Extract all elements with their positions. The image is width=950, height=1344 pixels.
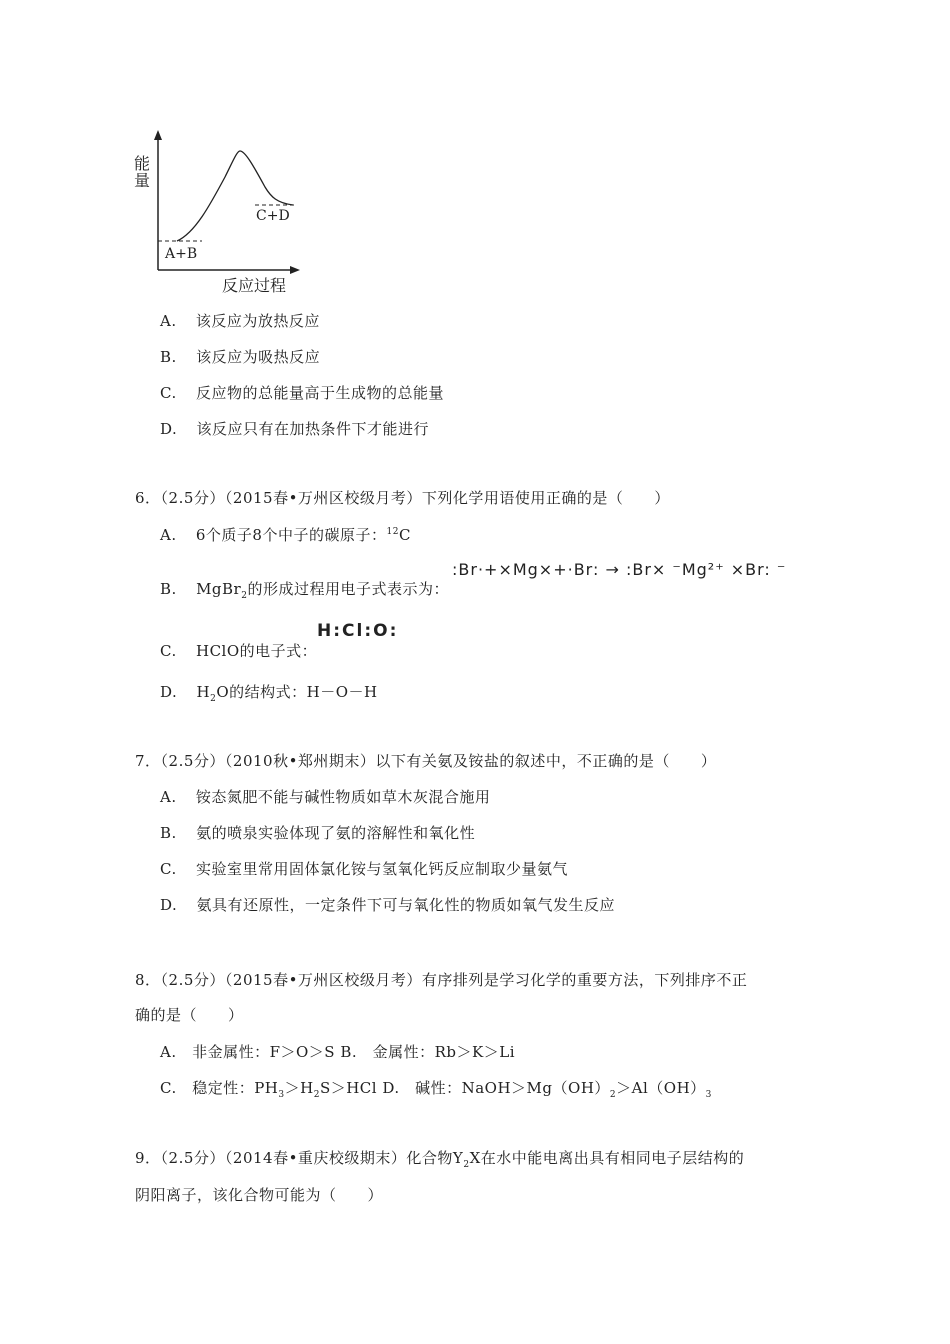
option-letter: C. [160,642,177,660]
option-text: 该反应只有在加热条件下才能进行 [196,420,430,438]
option-text: 反应物的总能量高于生成物的总能量 [196,384,445,402]
q7-option-d [160,894,615,915]
subscript: 3 [278,1090,285,1100]
hclo-electron-formula: H:Cl:O: [317,621,399,641]
q8-options-row1: A. 非金属性：F＞O＞S B. 金属性：Rb＞K＞Li [160,1043,516,1061]
stem-part: X在水中能电离出具有相同电子层结构的 [469,1149,745,1167]
option-letter: A. [160,526,177,544]
option-text-tail: O的结构式：H－O－H [216,683,378,701]
formula-text: MgBr [196,580,242,598]
option-letter: A. [160,312,177,330]
subscript: 2 [313,1090,320,1100]
q8-stem-line1: 8．（2.5分）（2015春•万州区校级月考）有序排列是学习化学的重要方法，下列排序不正 [135,971,748,989]
q6-stem: 6．（2.5分）（2015春•万州区校级月考）下列化学用语使用正确的是（ ） [135,489,670,507]
option-text: 氨具有还原性，一定条件下可与氧化性的物质如氧气发生反应 [196,896,616,914]
q5-option-b [160,346,320,367]
subscript: 3 [705,1090,712,1100]
option-text: 铵态氮肥不能与碱性物质如草木灰混合施用 [195,788,491,806]
element-symbol: C [398,526,411,544]
q7-option-b [160,822,475,843]
option-letter: B. [160,348,177,366]
option-letter: B. [160,824,177,842]
option-letter: D. [160,896,178,914]
q7-option-c [160,858,568,879]
q9-stem-line1 [135,1147,744,1170]
subscript: 2 [210,694,217,704]
option-letter: D. [160,683,178,701]
row2-part: ＞H [284,1079,314,1097]
option-letter: D. [160,420,178,438]
option-letter: B. [160,580,177,598]
formula-text: H [196,683,211,701]
y-axis-label: 能量 [134,154,151,190]
row2-part: S＞HCl D. 碱性：NaOH＞Mg（OH） [319,1079,610,1097]
x-axis-label: 反应过程 [222,276,287,295]
option-text: 实验室里常用固体氯化铵与氢氧化钙反应制取少量氨气 [196,860,569,878]
option-text: 6个质子8个中子的碳原子： [195,526,387,544]
option-letter: A. [160,788,177,806]
q8-options-row2 [160,1077,712,1100]
option-letter: C. [160,384,177,402]
option-letter: C. [160,860,177,878]
q7-option-a [160,786,490,807]
q8-stem-line2: 确的是（ ） [135,1006,244,1024]
energy-diagram [125,125,315,295]
stem-part: 9．（2.5分）（2014春•重庆校级期末）化合物Y [135,1149,464,1167]
q5-option-a [160,310,320,331]
option-text: 该反应为吸热反应 [196,348,321,366]
row2-part: ＞Al（OH） [616,1079,706,1097]
x-axis-arrow [290,266,300,274]
subscript: 2 [241,591,248,601]
option-text [196,580,449,601]
q6-option-d [160,681,378,704]
q5-option-d [160,418,429,439]
option-text: 氨的喷泉实验体现了氨的溶解性和氧化性 [196,824,476,842]
q6-option-a [160,524,411,545]
option-text-tail: 的形成过程用电子式表示为： [247,580,449,598]
reactant-label: A+B [165,246,198,262]
q7-stem: 7．（2.5分）（2010秋•郑州期末）以下有关氨及铵盐的叙述中，不正确的是（ ） [135,752,717,770]
q5-option-c [160,382,444,403]
option-text: 该反应为放热反应 [195,312,320,330]
product-label: C+D [256,208,290,224]
mass-number: 12 [386,527,399,537]
mgbr2-electron-formula: :Br·+×Mg×+·Br: → :Br× ⁻Mg²⁺ ×Br: ⁻ [452,560,787,579]
subscript: 2 [609,1090,617,1100]
subscript: 2 [463,1160,470,1170]
y-axis-arrow [154,130,162,140]
q9-stem-line2: 阴阳离子，该化合物可能为（ ） [135,1186,384,1204]
option-text: HClO的电子式： [196,642,318,660]
q6-option-c [160,640,317,661]
option-text [196,683,378,704]
row2-part: C. 稳定性：PH [160,1079,279,1097]
energy-curve [177,151,293,241]
q6-option-b [160,578,449,601]
